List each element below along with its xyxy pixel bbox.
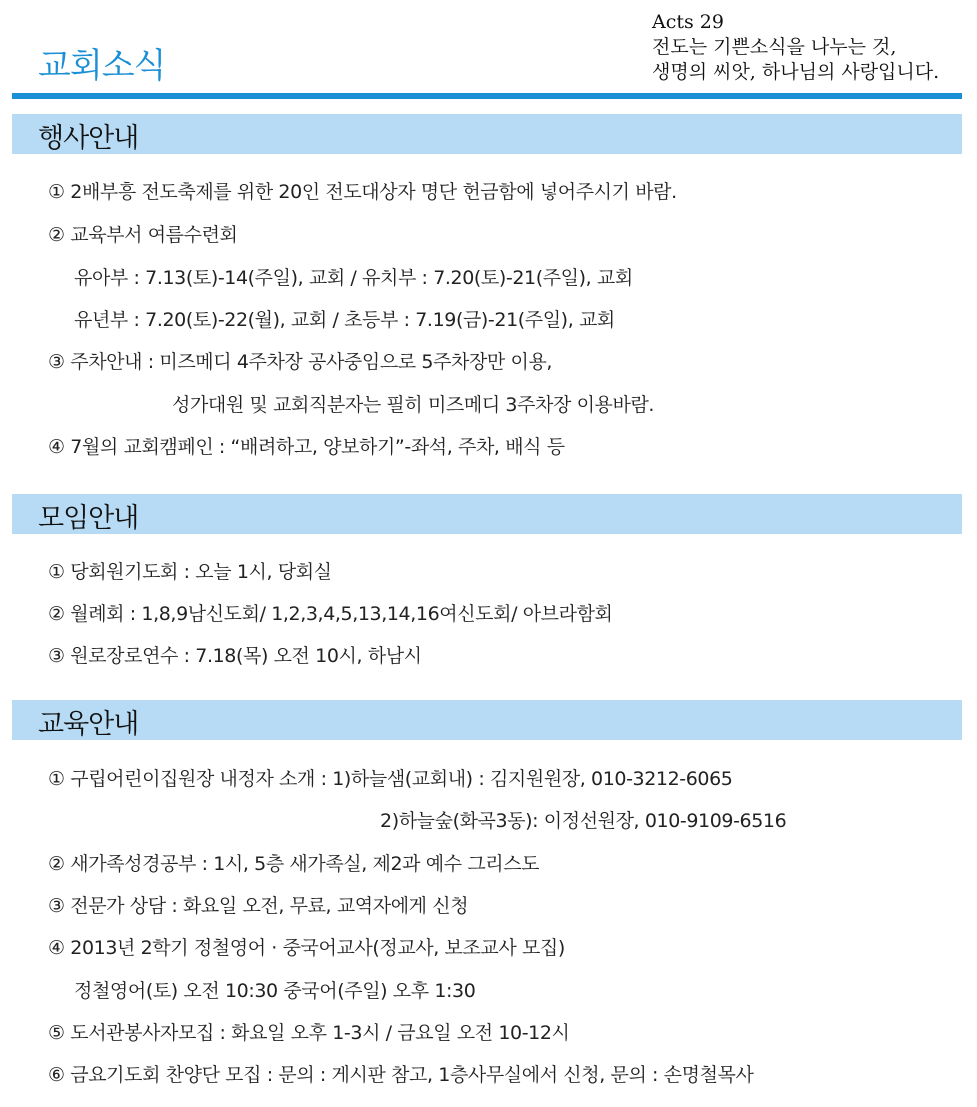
list-item: 유아부 : 7.13(토)-14(주일), 교회 / 유치부 : 7.20(토)-21(주일), 교회 <box>74 267 633 289</box>
motto-line: Acts 29 <box>652 11 724 33</box>
list-item: ⑥ 금요기도회 찬양단 모집 : 문의 : 게시판 참고, 1층사무실에서 신청, 문의 : 손명철목사 <box>48 1064 754 1086</box>
section-title: 모임안내 <box>38 503 139 534</box>
list-item: ① 당회원기도회 : 오늘 1시, 당회실 <box>48 561 332 583</box>
motto <box>652 10 939 85</box>
list-item: ③ 주차안내 : 미즈메디 4주차장 공사중임으로 5주차장만 이용, <box>48 351 553 373</box>
list-item: ① 2배부흥 전도축제를 위한 20인 전도대상자 명단 헌금함에 넣어주시기 바람. <box>48 181 677 203</box>
page-title: 교회소식 <box>38 46 166 86</box>
page-header <box>0 0 977 100</box>
list-item: ⑤ 도서관봉사자모집 : 화요일 오후 1-3시 / 금요일 오전 10-12시 <box>48 1022 570 1044</box>
list-item: ② 새가족성경공부 : 1시, 5층 새가족실, 제2과 예수 그리스도 <box>48 853 540 875</box>
list-item: ③ 전문가 상담 : 화요일 오전, 무료, 교역자에게 신청 <box>48 895 469 917</box>
list-item: ① 구립어린이집원장 내정자 소개 : 1)하늘샘(교회내) : 김지원원장, 010-3212-6065 <box>48 768 733 790</box>
header-divider <box>12 93 962 99</box>
list-item: 유년부 : 7.20(토)-22(월), 교회 / 초등부 : 7.19(금)-21(주일), 교회 <box>74 309 615 331</box>
section-title: 행사안내 <box>38 123 139 154</box>
list-item: 성가대원 및 교회직분자는 필히 미즈메디 3주차장 이용바람. <box>172 394 655 416</box>
list-item: ② 교육부서 여름수련회 <box>48 224 238 246</box>
section-title: 교육안내 <box>38 709 139 740</box>
list-item: ② 월례회 : 1,8,9남신도회/ 1,2,3,4,5,13,14,16여신도회/ 아브라함회 <box>48 603 613 625</box>
section-header-meetings <box>12 494 962 534</box>
list-item: ④ 7월의 교회캠페인 : “배려하고, 양보하기”-좌석, 주차, 배식 등 <box>48 436 565 458</box>
section-header-education <box>12 700 962 740</box>
list-item: 정철영어(토) 오전 10:30 중국어(주일) 오후 1:30 <box>74 980 476 1002</box>
list-item: ③ 원로장로연수 : 7.18(목) 오전 10시, 하남시 <box>48 645 422 667</box>
motto-line: 전도는 기쁜소식을 나누는 것, <box>652 36 897 58</box>
list-item: 2)하늘숲(화곡3동): 이정선원장, 010-9109-6516 <box>380 810 787 832</box>
section-header-events <box>12 114 962 154</box>
motto-line: 생명의 씨앗, 하나님의 사랑입니다. <box>652 61 940 83</box>
list-item: ④ 2013년 2학기 정철영어 · 중국어교사(정교사, 보조교사 모집) <box>48 937 565 959</box>
